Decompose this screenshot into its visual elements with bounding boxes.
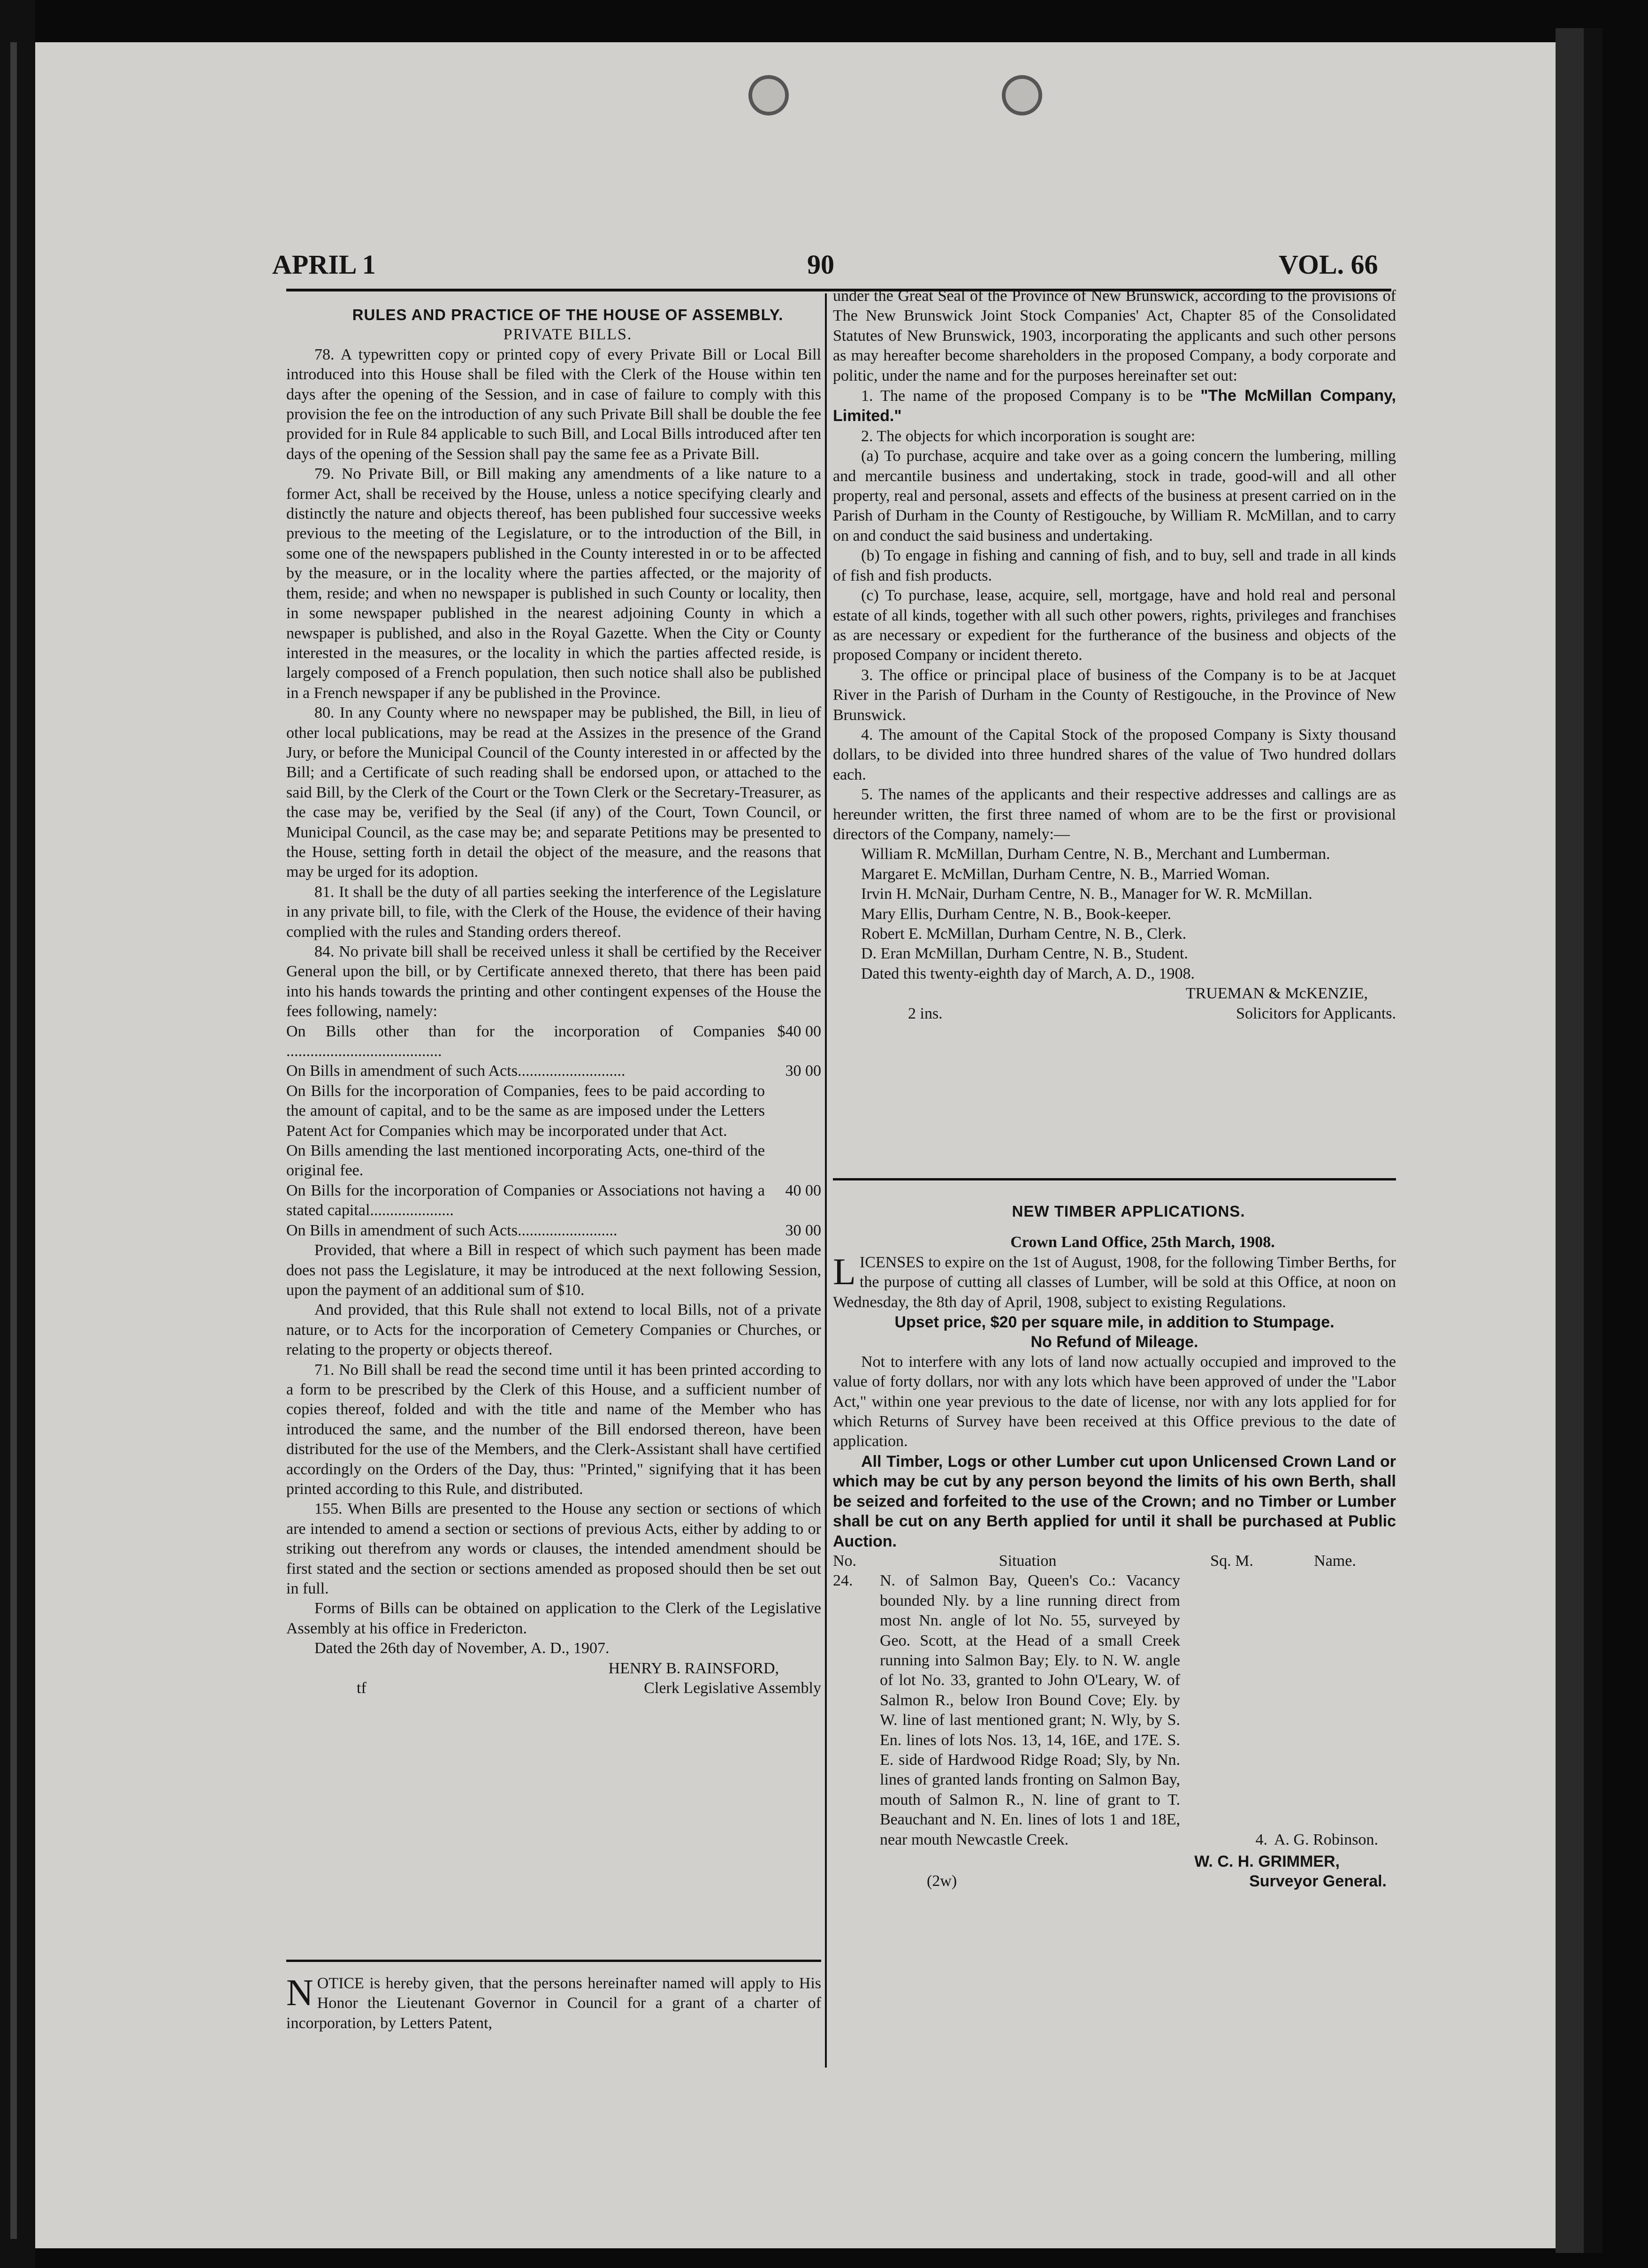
fee-row: On Bills amending the last mentioned incorporating Acts, one-third of the original fee. xyxy=(286,1142,765,1180)
company-name-clause: 1. The name of the proposed Company is to be "The McMillan Company, Limited." xyxy=(833,387,1396,425)
punch-hole xyxy=(748,75,789,115)
timber-title: NEW TIMBER APPLICATIONS. xyxy=(1012,1203,1245,1220)
licenses-text: ICENSES to expire on the 1st of August, 1908, for the following Timber Berths, for the purpose of cutting all classes of Lumber, will be sold at this Office, at noon on Wednesday, the 8th day of April, 1908, subject to existing Regulations. xyxy=(833,1253,1396,1311)
office-date: Crown Land Office, 25th March, 1908. xyxy=(1010,1234,1275,1251)
surveyor-name: W. C. H. GRIMMER, xyxy=(1194,1853,1340,1870)
section-rule xyxy=(833,1178,1396,1180)
dated-line: Dated this twenty-eighth day of March, A. D., 1908. xyxy=(861,965,1195,982)
fee-row: On Bills other than for the incorporation of Companies ....................................... $40 00 xyxy=(286,1022,821,1060)
berth-no: 24. xyxy=(833,1572,853,1590)
page-stack-edge xyxy=(10,42,17,2239)
rule-71: 71. No Bill shall be read the second time until it has been printed according to a form to be prescribed by the Clerk of this House, and a sufficient number of copies thereof, folded and with the title and name of the Member who has introduced the same, and the number of the Bill endorsed thereon, have been distributed for the use of the Members, and the Clerk-Assistant shall have certified accordingly on the Orders of the Day, thus: "Printed," signifying that it has been printed according to this Rule, and distributed. xyxy=(286,1361,821,1498)
right-column xyxy=(833,286,1396,1024)
upset-price: Upset price, $20 per square mile, in addition to Stumpage. xyxy=(894,1313,1335,1332)
volume-number: VOL. 66 xyxy=(1279,249,1378,280)
dated-line: Dated the 26th day of November, A. D., 1907. xyxy=(314,1640,610,1657)
fee-row: On Bills for the incorporation of Companies or Associations not having a stated capital..................... 40 00 xyxy=(286,1181,821,1219)
timber-berth-table xyxy=(833,1551,1396,1850)
berth-name: A. G. Robinson. xyxy=(1274,1831,1378,1848)
table-row xyxy=(833,1571,1396,1850)
page-number: 90 xyxy=(807,249,834,280)
proviso-paragraph: Provided, that where a Bill in respect of which such payment has been made does not pass the Legislature, it may be introduced at the next following Session, upon the payment of an additional sum of $10. xyxy=(286,1241,821,1299)
signature-name: HENRY B. RAINSFORD, xyxy=(608,1659,779,1677)
notice-continued: under the Great Seal of the Province of New Brunswick, according to the provisions of The New Brunswick Joint Stock Companies' Act, Chapter 85 of the Consolidated Statutes of New Brunswick, 1903, incorporating the applicants and such other persons as may hereafter become shareholders in the proposed Company, a body corporate and politic, under the name and for the purposes hereinafter set out: xyxy=(833,287,1396,384)
col-name: Name. xyxy=(1314,1552,1356,1570)
col-situation: Situation xyxy=(999,1552,1057,1570)
berth-situation: N. of Salmon Bay, Queen's Co.: Vacancy bounded Nly. by a line running direct from most Nn. angle of lot No. 55, surveyed by Geo. Scott, at the Head of a small Creek running into Salmon Bay; Ely. to N. W. angle of lot No. 33, granted to John O'Leary, W. of Salmon R., below Iron Bound Cove; Ely. by W. line of last mentioned grant; N. Wly, by S. En. lines of lots Nos. 13, 14, 16E, and 17E. S. E. side of Hardwood Ridge Road; Sly, by Nn. lines of granted lands fronting on Salmon Bay, mouth of Salmon R., N. line of grant to T. Beauchant and N. En. lines of lots 1 and 18E, near mouth Newcastle Creek. xyxy=(880,1572,1180,1848)
binder-shadow xyxy=(0,0,35,2268)
no-refund: No Refund of Mileage. xyxy=(1030,1333,1198,1351)
column-divider xyxy=(825,293,827,2068)
rule-81: 81. It shall be the duty of all parties seeking the interference of the Legislature in any private bill, to file, with the Clerk of the House, the evidence of their having complied with the rules and Standing orders thereof. xyxy=(286,883,821,941)
fee-row: On Bills for the incorporation of Companies, fees to be paid according to the amount of capital, and to be the same as are imposed under the Letters Patent Act for Companies which may be incorporated under that Act. xyxy=(286,1082,765,1140)
col-no: No. xyxy=(833,1552,857,1570)
object-b: (b) To engage in fishing and canning of fish, and to buy, sell and trade in all kinds of fish and fish products. xyxy=(833,547,1396,584)
rule-79: 79. No Private Bill, or Bill making any amendments of a like nature to a former Act, shall be received by the House, unless a notice specifying clearly and distinctly the nature and objects thereof, has been published four successive weeks previous to the meeting of the Legislature, or to the introduction of the Bill, in some one of the newspapers published in the County interested in or to be affected by the measure, or in the locality where the parties affected, or the majority of them, reside; and when no newspaper is published in such County or locality, then in some newspaper published in the nearest adjoining County in which a newspaper is published, and also in the Royal Gazette. When the City or County interested in the measures, or the locality in which the parties affected reside, is largely composed of a French population, then such notice shall also be published in a French newspaper if any be published in the Province. xyxy=(286,465,821,702)
applicant: Mary Ellis, Durham Centre, N. B., Book-keeper. xyxy=(861,905,1171,923)
object-a: (a) To purchase, acquire and take over as a going concern the lumbering, milling and mercantile business and undertaking, stock in trade, good-will and all other property, real and personal, assets and effects of the business at present carried on in the Parish of Durham in the County of Restigouche, by William R. McMillan, and to carry on and conduct the said business and undertaking. xyxy=(833,447,1396,544)
section-rule xyxy=(286,1960,821,1962)
labor-act-clause: Not to interfere with any lots of land now actually occupied and improved to the value of forty dollars, nor with any lots which have been approved of under the "Labor Act," within one year previous to the date of license, nor with any lots applied for for which Returns of Survey have been received at this Office previous to the date of application. xyxy=(833,1353,1396,1450)
header-date: APRIL 1 xyxy=(272,249,376,280)
rule-155: 155. When Bills are presented to the House any section or sections of which are intended to amend a section or sections of previous Acts, either by adding to or striking out therefrom any words or clauses, the intended amendment should be first stated and the section or sections amended as proposed should then be set out in full. xyxy=(286,1500,821,1597)
solicitor-firm: TRUEMAN & McKENZIE, xyxy=(1185,985,1368,1003)
tf-mark: tf xyxy=(357,1679,366,1697)
notice-drop-cap: N xyxy=(286,1972,313,2014)
surveyor-line: (2w) Surveyor General. xyxy=(927,1872,1387,1891)
table-header xyxy=(833,1551,1396,1571)
notice-text: OTICE is hereby given, that the persons hereinafter named will apply to His Honor the Lieutenant Governor in Council for a grant of a charter of incorporation, by Letters Patent, xyxy=(286,1975,821,2032)
binder-edge-right xyxy=(1584,28,1602,2253)
licenses-drop-cap: L xyxy=(833,1251,856,1293)
solicitor-line: 2 ins. Solicitors for Applicants. xyxy=(908,1004,1396,1022)
page-edge-right xyxy=(1556,28,1584,2253)
fee-row: On Bills in amendment of such Acts........................... 30 00 xyxy=(286,1062,821,1080)
office-clause: 3. The office or principal place of business of the Company is to be at Jacquet River in the Parish of Durham in the County of Restigouche, in the Province of New Brunswick. xyxy=(833,666,1396,724)
left-column xyxy=(286,305,821,1699)
section-title: RULES AND PRACTICE OF THE HOUSE OF ASSEMBLY. xyxy=(352,306,784,323)
fee-row: On Bills in amendment of such Acts......................... 30 00 xyxy=(286,1221,821,1239)
applicant: Robert E. McMillan, Durham Centre, N. B., Clerk. xyxy=(861,925,1187,942)
signature-title: Clerk Legislative Assembly xyxy=(644,1679,821,1697)
col-sqm: Sq. M. xyxy=(1210,1552,1253,1570)
applicant: Margaret E. McMillan, Durham Centre, N. B., Married Woman. xyxy=(861,865,1270,883)
notice-block xyxy=(286,1974,821,2033)
berth-sqm: 4. xyxy=(1255,1831,1267,1848)
seizure-clause: All Timber, Logs or other Lumber cut upon Unlicensed Crown Land or which may be cut by any person beyond the limits of his own Berth, shall be seized and forfeited to the use of the Crown; and no Timber or Lumber shall be cut on any Berth applied for until it shall be purchased at Public Auction. xyxy=(833,1452,1396,1550)
applicants-clause: 5. The names of the applicants and their respective addresses and callings are as hereunder written, the first three named of whom are to be the first or provisional directors of the Company, namely:— xyxy=(833,786,1396,843)
rule-84: 84. No private bill shall be received unless it shall be certified by the Receiver General upon the bill, or by Certificate annexed thereto, that there has been paid into his hands towards the printing and other contingent expenses of the House the fees following, namely: xyxy=(286,943,821,1020)
section-subtitle: PRIVATE BILLS. xyxy=(503,326,633,344)
object-c: (c) To purchase, lease, acquire, sell, mortgage, have and hold real and personal estate of all kinds, together with all such other powers, rights, privileges and franchises as are necessary or expedient for the furtherance of the business and objects of the proposed Company or incident thereto. xyxy=(833,587,1396,664)
objects-clause: 2. The objects for which incorporation is sought are: xyxy=(861,427,1196,445)
forms-note: Forms of Bills can be obtained on application to the Clerk of the Legislative Assembly at his office in Fredericton. xyxy=(286,1600,821,1637)
rule-78: 78. A typewritten copy or printed copy of every Private Bill or Local Bill introduced into this House shall be filed with the Clerk of the House within ten days after the opening of the Session, and in case of failure to comply with this provision the fee on the introduction of any such Private Bill shall be double the fee provided for in Rule 84 applicable to such Bill, and Local Bills introduced after ten days of the opening of the Session shall pay the same fee as a Private Bill. xyxy=(286,345,821,463)
applicant: D. Eran McMillan, Durham Centre, N. B., Student. xyxy=(861,945,1188,963)
applicant: William R. McMillan, Durham Centre, N. B., Merchant and Lumberman. xyxy=(861,845,1330,863)
capital-clause: 4. The amount of the Capital Stock of the proposed Company is Sixty thousand dollars, to be divided into three hundred shares of the value of Two hundred dollars each. xyxy=(833,726,1396,783)
document-page xyxy=(35,42,1556,2248)
timber-section xyxy=(833,1192,1396,1892)
applicant: Irvin H. McNair, Durham Centre, N. B., Manager for W. R. McMillan. xyxy=(861,885,1312,903)
rule-80: 80. In any County where no newspaper may be published, the Bill, in lieu of other local publications, may be read at the Assizes in the presence of the Grand Jury, or before the Municipal Council of the County interested in or affected by the Bill; and a Certificate of such reading shall be endorsed upon, or attached to the said Bill, by the Clerk of the Court or the Town Clerk or the Secretary-Treasurer, as the case may be, verified by the Seal (if any) of the Court, Town Council, or Municipal Council, as the case may be; and separate Petitions may be presented to the House, setting forth in detail the object of the measure, and the reasons that may be urged for its adoption. xyxy=(286,704,821,881)
punch-hole xyxy=(1002,75,1042,115)
proviso-paragraph: And provided, that this Rule shall not extend to local Bills, not of a private nature, or to Acts for the incorporation of Cemetery Companies or Churches, or relating to the property or objects thereof. xyxy=(286,1301,821,1359)
